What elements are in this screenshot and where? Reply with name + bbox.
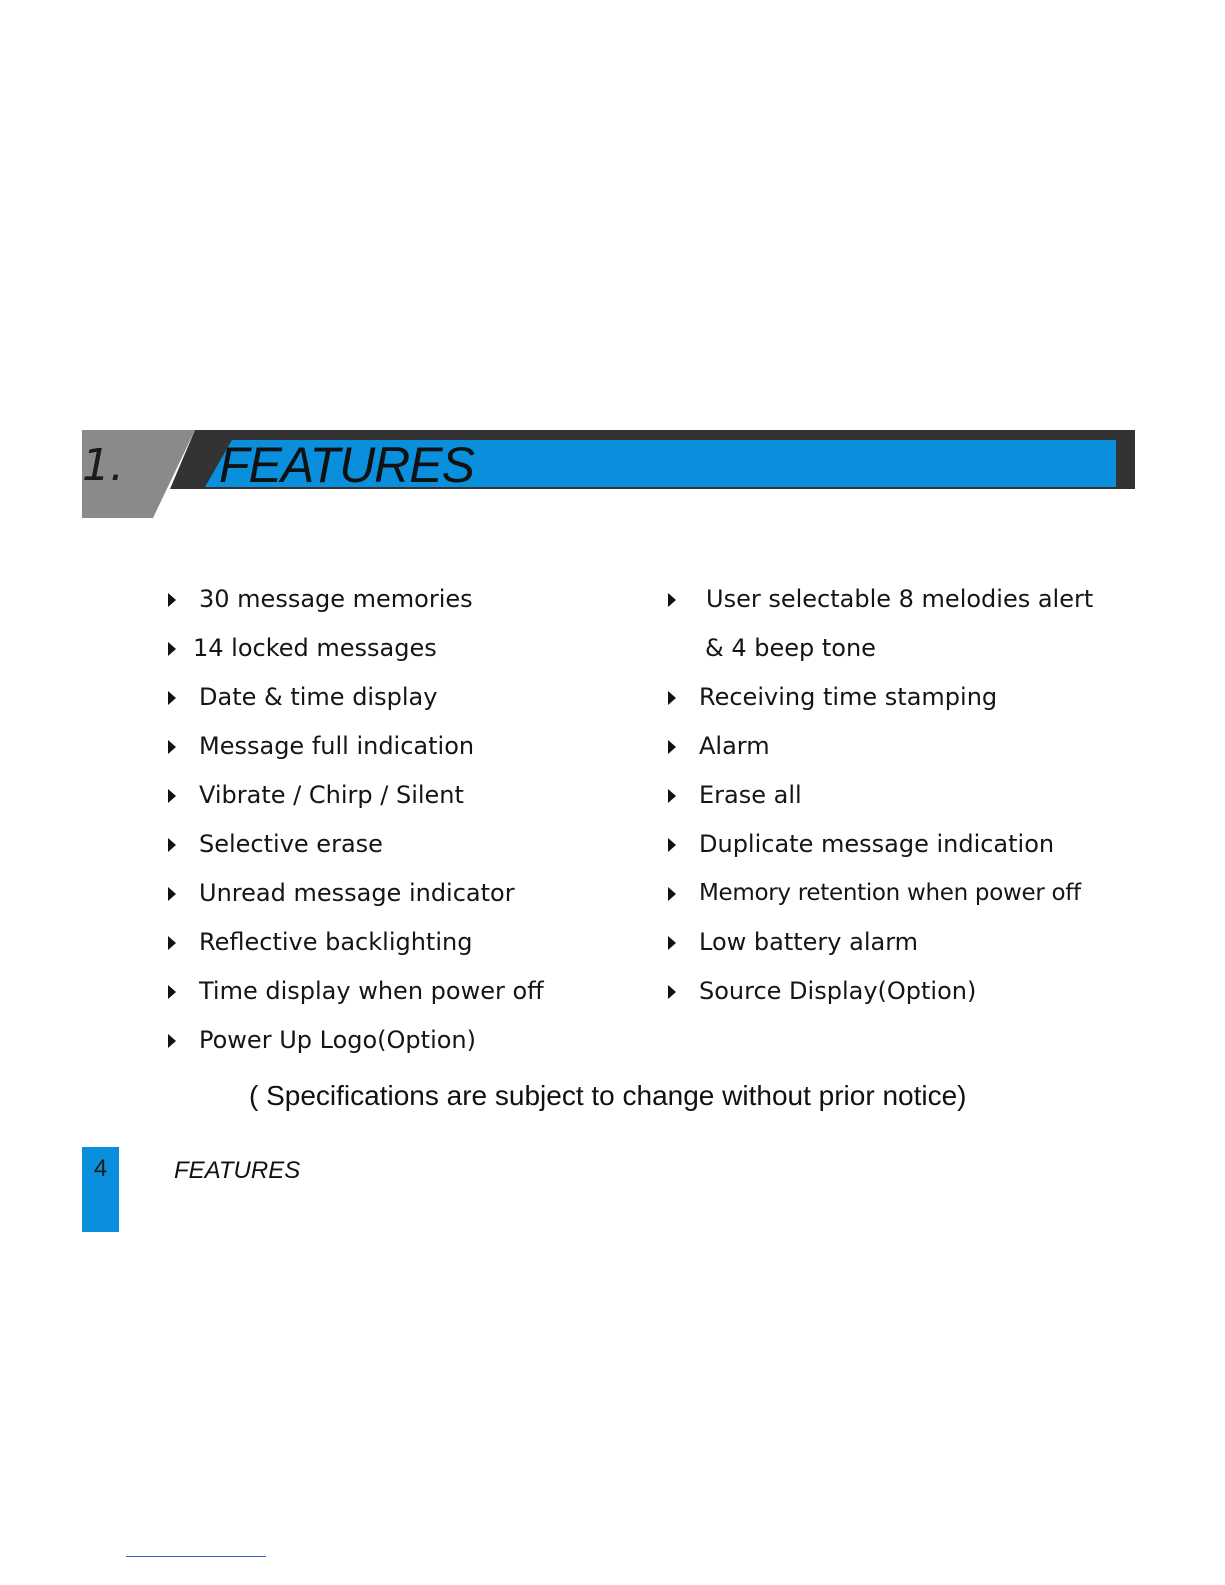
feature-item — [664, 918, 1164, 967]
bullet-triangle-icon — [168, 936, 176, 950]
running-footer-title: FEATURES — [174, 1157, 301, 1184]
feature-item — [664, 771, 1164, 820]
feature-item — [164, 1016, 634, 1065]
feature-label: Unread message indicator — [199, 879, 515, 907]
feature-item — [664, 967, 1164, 1016]
section-number: 1. — [82, 440, 124, 491]
bullet-triangle-icon — [168, 789, 176, 803]
bullet-triangle-icon — [168, 838, 176, 852]
feature-label: Vibrate / Chirp / Silent — [199, 781, 464, 809]
bullet-triangle-icon — [668, 740, 676, 754]
feature-label: Erase all — [699, 781, 802, 809]
feature-item — [664, 575, 1164, 624]
feature-item — [164, 918, 634, 967]
feature-item — [164, 624, 634, 673]
feature-label: Duplicate message indication — [699, 830, 1055, 858]
page-number: 4 — [93, 1155, 108, 1182]
feature-item — [164, 869, 634, 918]
bullet-triangle-icon — [668, 691, 676, 705]
feature-label: 30 message memories — [199, 585, 473, 613]
feature-item-continuation — [664, 624, 1164, 673]
feature-item — [164, 722, 634, 771]
feature-label: Power Up Logo(Option) — [199, 1026, 476, 1054]
feature-label: Time display when power off — [199, 977, 544, 1005]
bullet-triangle-icon — [168, 642, 176, 656]
section-title: FEATURES — [219, 437, 474, 493]
feature-label: Memory retention when power off — [699, 880, 1081, 906]
feature-item — [664, 722, 1164, 771]
feature-label: 14 locked messages — [193, 634, 437, 662]
bullet-triangle-icon — [168, 691, 176, 705]
page-number-tab — [82, 1147, 119, 1232]
bullet-triangle-icon — [168, 593, 176, 607]
feature-label: Message full indication — [199, 732, 475, 760]
bullet-triangle-icon — [668, 887, 676, 901]
feature-label: & 4 beep tone — [705, 634, 876, 662]
bullet-triangle-icon — [168, 740, 176, 754]
features-list-left — [164, 575, 634, 1065]
feature-label: Low battery alarm — [699, 928, 919, 956]
bullet-triangle-icon — [668, 789, 676, 803]
feature-item — [164, 771, 634, 820]
bullet-triangle-icon — [168, 1034, 176, 1048]
bullet-triangle-icon — [668, 593, 676, 607]
bullet-triangle-icon — [168, 887, 176, 901]
feature-item — [164, 575, 634, 624]
feature-item — [164, 967, 634, 1016]
specifications-disclaimer: ( Specifications are subject to change without prior notice) — [249, 1080, 967, 1111]
section-header-banner — [0, 0, 1225, 560]
feature-label: Source Display(Option) — [699, 977, 977, 1005]
feature-item — [664, 820, 1164, 869]
feature-item — [664, 673, 1164, 722]
feature-label: User selectable 8 melodies alert — [706, 585, 1094, 613]
feature-item — [164, 673, 634, 722]
feature-label: Alarm — [699, 732, 770, 760]
feature-item — [164, 820, 634, 869]
bullet-triangle-icon — [168, 985, 176, 999]
feature-label: Date & time display — [199, 683, 438, 711]
feature-label: Selective erase — [199, 830, 383, 858]
features-list-right — [664, 575, 1164, 1016]
bullet-triangle-icon — [668, 838, 676, 852]
feature-label: Receiving time stamping — [699, 683, 998, 711]
bottom-underline-divider — [126, 1556, 266, 1557]
feature-label: Reflective backlighting — [199, 928, 473, 956]
feature-item — [664, 869, 1164, 918]
bullet-triangle-icon — [668, 985, 676, 999]
bullet-triangle-icon — [668, 936, 676, 950]
